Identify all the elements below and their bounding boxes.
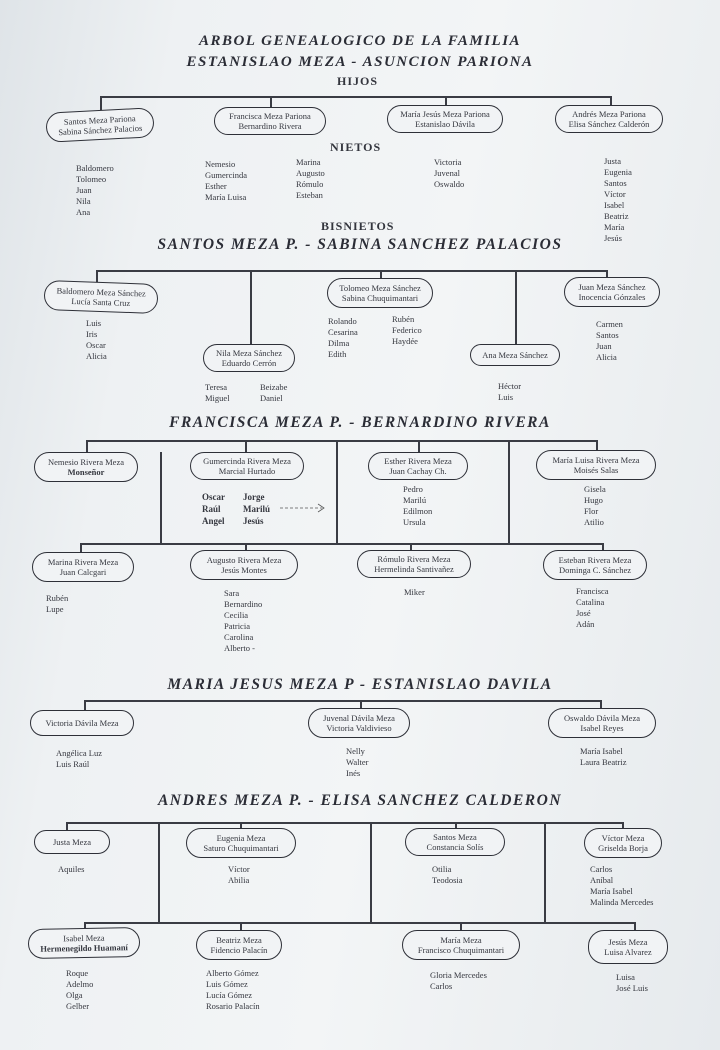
s1-tolomeo-children-a bbox=[328, 316, 358, 360]
child-name: Jesús bbox=[243, 516, 264, 526]
spouse-name: Isabel Reyes bbox=[580, 723, 624, 733]
spouse-name: Griselda Borja bbox=[598, 843, 648, 853]
child-name: Francisca bbox=[576, 586, 609, 596]
spouse-name: Juan Calcgari bbox=[59, 567, 107, 577]
s4-bottom-connector bbox=[84, 922, 634, 924]
nieto-name: Rómulo bbox=[296, 179, 324, 189]
nieto-name: Jesús bbox=[604, 233, 622, 243]
connector-line bbox=[86, 440, 88, 452]
child-name: Edith bbox=[328, 349, 347, 359]
nieto-name: Baldomero bbox=[76, 163, 114, 173]
s2-augusto-node bbox=[190, 550, 298, 580]
child-name: Marilú bbox=[403, 495, 427, 505]
nieto-name: María Luisa bbox=[205, 192, 247, 202]
child-name: Aquiles bbox=[58, 864, 85, 874]
spouse-name: Fidencio Palacín bbox=[210, 945, 268, 955]
child-name: Héctor bbox=[498, 381, 522, 391]
connector-line bbox=[250, 270, 252, 344]
s4-justa-node bbox=[34, 830, 110, 854]
connector-line bbox=[240, 922, 242, 930]
s4-jesus-children bbox=[616, 972, 648, 994]
spouse-name: Bernardino Rivera bbox=[238, 121, 302, 131]
s4-jesus-node bbox=[588, 930, 668, 964]
spouse-name: Marcial Hurtado bbox=[218, 466, 276, 476]
nietos-group-francisca-a bbox=[205, 159, 247, 203]
spouse-name: Hermenegildo Huamaní bbox=[40, 942, 128, 954]
nieto-name: Augusto bbox=[296, 168, 325, 178]
s4-maria-node bbox=[402, 930, 520, 960]
spouse-name: Saturo Chuquimantari bbox=[203, 843, 279, 853]
label-nietos: NIETOS bbox=[330, 140, 382, 154]
connector-line bbox=[380, 270, 382, 278]
child-name: Oscar bbox=[86, 340, 106, 350]
nieto-name: Juan bbox=[76, 185, 92, 195]
s3-victoria-children bbox=[56, 748, 102, 770]
child-name: Teresa bbox=[205, 382, 228, 392]
child-name: Abilia bbox=[228, 875, 250, 885]
nieto-name: Marina bbox=[296, 157, 321, 167]
s2-marina-node bbox=[32, 552, 134, 582]
person-name: María Meza bbox=[440, 935, 482, 945]
spouse-name: Elisa Sánchez Calderón bbox=[568, 119, 650, 129]
child-name: Bernardino bbox=[224, 599, 263, 609]
child-name: Luis Gómez bbox=[206, 979, 248, 989]
child-name: Otilia bbox=[432, 864, 452, 874]
child-name: Gelber bbox=[66, 1001, 90, 1011]
person-name: Gumercinda Rivera Meza bbox=[203, 456, 291, 466]
child-name: Gisela bbox=[584, 484, 606, 494]
s1-juan-node bbox=[564, 277, 660, 307]
child-name: Luis Raúl bbox=[56, 759, 90, 769]
child-name: Alberto Gómez bbox=[206, 968, 259, 978]
spouse-name: Estanislao Dávila bbox=[415, 119, 475, 129]
person-name: Baldomero Meza Sánchez bbox=[56, 285, 146, 299]
s2-maria-luisa-children bbox=[584, 484, 606, 528]
child-name: Ursula bbox=[403, 517, 426, 527]
connector-line bbox=[160, 452, 162, 544]
person-name: Victoria Dávila Meza bbox=[45, 718, 119, 728]
nieto-name: Victoria bbox=[434, 157, 462, 167]
spouse-name: Hermelinda Santivañez bbox=[374, 564, 454, 574]
person-name: Juvenal Dávila Meza bbox=[323, 713, 395, 723]
person-name: Justa Meza bbox=[52, 837, 91, 847]
nieto-name: Juvenal bbox=[434, 168, 460, 178]
child-name: María Isabel bbox=[580, 746, 623, 756]
hijo-maria-jesus-node bbox=[387, 105, 503, 133]
spouse-name: Luisa Alvarez bbox=[604, 947, 652, 957]
child-name: Carolina bbox=[224, 632, 254, 642]
child-name: Angélica Luz bbox=[56, 748, 103, 758]
child-name: Federico bbox=[392, 325, 422, 335]
child-name: Lupe bbox=[46, 604, 64, 614]
s1-connector bbox=[96, 270, 606, 272]
person-name: Rómulo Rivera Meza bbox=[377, 554, 451, 564]
child-name: Cecilia bbox=[224, 610, 249, 620]
person-name: Juan Meza Sánchez bbox=[578, 282, 646, 292]
child-name: Juan bbox=[596, 341, 612, 351]
child-name: Santos bbox=[596, 330, 619, 340]
nieto-name: Beatriz bbox=[604, 211, 629, 221]
title-line-1: ARBOL GENEALOGICO DE LA FAMILIA bbox=[198, 33, 522, 49]
child-name: Walter bbox=[346, 757, 369, 767]
connector-line bbox=[600, 700, 602, 708]
s4-beatriz-children bbox=[206, 968, 260, 1012]
s1-nila-children-a bbox=[205, 382, 230, 404]
child-name: Carmen bbox=[596, 319, 623, 329]
child-name: Marilú bbox=[243, 504, 270, 514]
spouse-name: Sabina Chuquimantari bbox=[341, 293, 419, 303]
label-hijos: HIJOS bbox=[337, 74, 379, 88]
child-name: Gloria Mercedes bbox=[430, 970, 487, 980]
connector-line bbox=[84, 700, 86, 710]
s1-juan-children bbox=[596, 319, 623, 363]
connector-line bbox=[158, 822, 160, 922]
child-name: Adelmo bbox=[66, 979, 94, 989]
child-name: Catalina bbox=[576, 597, 605, 607]
s2-esteban-children bbox=[576, 586, 609, 630]
child-name: Alicia bbox=[86, 351, 107, 361]
person-name: Nemesio Rivera Meza bbox=[48, 457, 124, 467]
child-name: Malinda Mercedes bbox=[590, 897, 654, 907]
s4-santos-children bbox=[432, 864, 463, 886]
s1-baldomero-node bbox=[44, 280, 159, 314]
child-name: Aníbal bbox=[590, 875, 614, 885]
child-name: Sara bbox=[224, 588, 240, 598]
spouse-name: Jesús Montes bbox=[221, 565, 267, 575]
s2-gumercinda-children-b bbox=[243, 491, 270, 527]
child-name: Roque bbox=[66, 968, 89, 978]
connector-line bbox=[418, 440, 420, 452]
section-title-maria-jesus: MARIA JESUS MEZA P - ESTANISLAO DAVILA bbox=[167, 676, 553, 693]
connector-line bbox=[508, 440, 510, 544]
spouse-name: Lucía Santa Cruz bbox=[71, 295, 131, 309]
s4-beatriz-node bbox=[196, 930, 282, 960]
s4-eugenia-children bbox=[228, 864, 250, 886]
s1-baldomero-children bbox=[86, 318, 107, 362]
spouse-name: Eduardo Cerrón bbox=[221, 358, 277, 368]
child-name: José Luis bbox=[616, 983, 648, 993]
child-name: Carlos bbox=[430, 981, 453, 991]
child-name: Nelly bbox=[346, 746, 365, 756]
child-name: Luisa bbox=[616, 972, 635, 982]
person-name: Esther Rivera Meza bbox=[384, 456, 452, 466]
person-name: Beatriz Meza bbox=[216, 935, 262, 945]
connector-line bbox=[360, 700, 362, 708]
s2-romulo-children bbox=[404, 587, 425, 598]
person-name: Isabel Meza bbox=[63, 932, 105, 944]
connector-line bbox=[100, 96, 102, 110]
spouse-name: Francisco Chuquimantari bbox=[417, 945, 505, 955]
child-name: Carlos bbox=[590, 864, 613, 874]
s3-juvenal-node bbox=[308, 708, 410, 738]
s4-isabel-children bbox=[66, 968, 93, 1012]
s4-maria-children bbox=[430, 970, 487, 992]
title-line-2: ESTANISLAO MEZA - ASUNCION PARIONA bbox=[186, 54, 534, 70]
child-name: Alicia bbox=[596, 352, 617, 362]
spouse-name: Monseñor bbox=[67, 467, 105, 477]
child-name: Pedro bbox=[403, 484, 423, 494]
s2-nemesio-node bbox=[34, 452, 138, 482]
nieto-name: Oswaldo bbox=[434, 179, 465, 189]
child-name: Patricia bbox=[224, 621, 250, 631]
spouse-name: Victoria Valdivieso bbox=[326, 723, 392, 733]
person-name: Francisca Meza Pariona bbox=[229, 111, 311, 121]
s4-santos-node bbox=[405, 828, 505, 856]
hijo-francisca-node bbox=[214, 107, 326, 135]
s2-romulo-node bbox=[357, 550, 471, 578]
nietos-group-andres bbox=[604, 156, 632, 244]
child-name: María Isabel bbox=[590, 886, 633, 896]
s3-connector bbox=[84, 700, 600, 702]
spouse-name: Constancia Solís bbox=[426, 842, 484, 852]
s3-oswaldo-node bbox=[548, 708, 656, 738]
s2-top-connector bbox=[86, 440, 596, 442]
nieto-name: Nila bbox=[76, 196, 91, 206]
hijos-connector bbox=[100, 96, 610, 98]
child-name: Hugo bbox=[584, 495, 603, 505]
handwritten-arrow-mark bbox=[276, 496, 336, 520]
child-name: Rolando bbox=[328, 316, 357, 326]
child-name: Laura Beatriz bbox=[580, 757, 627, 767]
s2-esteban-node bbox=[543, 550, 647, 580]
s2-esther-node bbox=[368, 452, 468, 480]
person-name: Ana Meza Sánchez bbox=[482, 350, 548, 360]
person-name: María Luisa Rivera Meza bbox=[552, 455, 640, 465]
s4-top-connector bbox=[66, 822, 622, 824]
s2-bottom-connector bbox=[80, 543, 602, 545]
nieto-name: Ana bbox=[76, 207, 91, 217]
nieto-name: Nemesio bbox=[205, 159, 236, 169]
nieto-name: Eugenia bbox=[604, 167, 632, 177]
connector-line bbox=[96, 270, 98, 282]
person-name: Víctor Meza bbox=[601, 833, 645, 843]
nieto-name: Tolomeo bbox=[76, 174, 107, 184]
connector-line bbox=[515, 270, 517, 344]
nieto-name: Santos bbox=[604, 178, 627, 188]
connector-line bbox=[245, 440, 247, 452]
nieto-name: Isabel bbox=[604, 200, 625, 210]
nietos-group-francisca-b bbox=[296, 157, 325, 201]
section-title-santos: SANTOS MEZA P. - SABINA SANCHEZ PALACIOS bbox=[157, 236, 563, 253]
connector-line bbox=[460, 922, 462, 930]
child-name: Luis bbox=[498, 392, 514, 402]
nietos-group-maria-jesus bbox=[434, 157, 464, 190]
s2-gumercinda-children-a bbox=[202, 491, 225, 527]
connector-line bbox=[336, 440, 338, 544]
nieto-name: Justa bbox=[604, 156, 621, 166]
section-title-andres: ANDRES MEZA P. - ELISA SANCHEZ CALDERON bbox=[157, 792, 563, 809]
nietos-group-santos bbox=[76, 163, 114, 218]
spouse-name: Moisés Salas bbox=[573, 465, 619, 475]
person-name: Santos Meza bbox=[433, 832, 477, 842]
child-name: Edilmon bbox=[403, 506, 433, 516]
child-name: Beizabe bbox=[260, 382, 288, 392]
spouse-name: Juan Cachay Ch. bbox=[389, 466, 447, 476]
person-name: Nila Meza Sánchez bbox=[215, 348, 283, 358]
person-name: Augusto Rivera Meza bbox=[206, 555, 282, 565]
child-name: Oscar bbox=[202, 492, 225, 502]
child-name: Miguel bbox=[205, 393, 230, 403]
nieto-name: Gumercinda bbox=[205, 170, 248, 180]
child-name: Olga bbox=[66, 990, 83, 1000]
person-name: Oswaldo Dávila Meza bbox=[563, 713, 640, 723]
child-name: Víctor bbox=[228, 864, 250, 874]
s2-esther-children bbox=[403, 484, 432, 528]
child-name: Alberto - bbox=[224, 643, 255, 653]
child-name: Miker bbox=[404, 587, 425, 597]
child-name: Rubén bbox=[392, 314, 415, 324]
child-name: José bbox=[576, 608, 591, 618]
nieto-name: Esteban bbox=[296, 190, 323, 200]
child-name: Teodosia bbox=[432, 875, 463, 885]
child-name: Jorge bbox=[243, 492, 265, 502]
person-name: Andrés Meza Pariona bbox=[572, 109, 646, 119]
hijo-santos-node bbox=[45, 107, 154, 143]
child-name: Inés bbox=[346, 768, 361, 778]
s1-tolomeo-children-b bbox=[392, 314, 422, 347]
child-name: Haydée bbox=[392, 336, 418, 346]
child-name: Rubén bbox=[46, 593, 69, 603]
spouse-name: Dominga C. Sánchez bbox=[559, 565, 631, 575]
s2-augusto-children bbox=[224, 588, 262, 654]
person-name: Jesús Meza bbox=[608, 937, 648, 947]
s1-ana-node bbox=[470, 344, 560, 366]
child-name: Angel bbox=[202, 516, 225, 526]
s4-victor-node bbox=[584, 828, 662, 858]
person-name: Tolomeo Meza Sánchez bbox=[339, 283, 421, 293]
s1-tolomeo-node bbox=[327, 278, 433, 308]
s2-marina-children bbox=[46, 593, 68, 615]
child-name: Daniel bbox=[260, 393, 283, 403]
spouse-name: Inocencia Gónzales bbox=[578, 292, 646, 302]
s4-victor-children bbox=[590, 864, 654, 908]
child-name: Flor bbox=[584, 506, 599, 516]
child-name: Rosario Palacín bbox=[206, 1001, 260, 1011]
spouse-name: Sabina Sánchez Palacios bbox=[58, 122, 143, 138]
s4-justa-children bbox=[58, 864, 84, 875]
label-bisnietos: BISNIETOS bbox=[321, 219, 395, 233]
connector-line bbox=[66, 822, 68, 830]
s1-nila-children-b bbox=[260, 382, 287, 404]
s3-victoria-node bbox=[30, 710, 134, 736]
s3-juvenal-children bbox=[346, 746, 368, 779]
person-name: Esteban Rivera Meza bbox=[558, 555, 632, 565]
child-name: Cesarina bbox=[328, 327, 358, 337]
connector-line bbox=[634, 922, 636, 930]
person-name: Santos Meza Pariona bbox=[63, 113, 136, 127]
child-name: Raúl bbox=[202, 504, 221, 514]
person-name: Marina Rivera Meza bbox=[47, 557, 119, 567]
s2-maria-luisa-node bbox=[536, 450, 656, 480]
child-name: Atilio bbox=[584, 517, 604, 527]
child-name: Adán bbox=[576, 619, 595, 629]
child-name: Lucía Gómez bbox=[206, 990, 253, 1000]
connector-line bbox=[544, 822, 546, 922]
section-title-francisca: FRANCISCA MEZA P. - BERNARDINO RIVERA bbox=[169, 414, 551, 431]
nieto-name: Víctor bbox=[604, 189, 626, 199]
child-name: Luis bbox=[86, 318, 102, 328]
s3-oswaldo-children bbox=[580, 746, 626, 768]
s2-gumercinda-node bbox=[190, 452, 304, 480]
child-name: Dilma bbox=[328, 338, 350, 348]
s1-nila-node bbox=[203, 344, 295, 372]
person-name: María Jesús Meza Pariona bbox=[400, 109, 490, 119]
child-name: Iris bbox=[86, 329, 98, 339]
nieto-name: Esther bbox=[205, 181, 227, 191]
connector-line bbox=[370, 822, 372, 922]
s4-eugenia-node bbox=[186, 828, 296, 858]
s1-ana-children bbox=[498, 381, 521, 403]
nieto-name: María bbox=[604, 222, 625, 232]
hijo-andres-node bbox=[555, 105, 663, 133]
person-name: Eugenia Meza bbox=[216, 833, 266, 843]
s4-isabel-node bbox=[28, 927, 141, 959]
